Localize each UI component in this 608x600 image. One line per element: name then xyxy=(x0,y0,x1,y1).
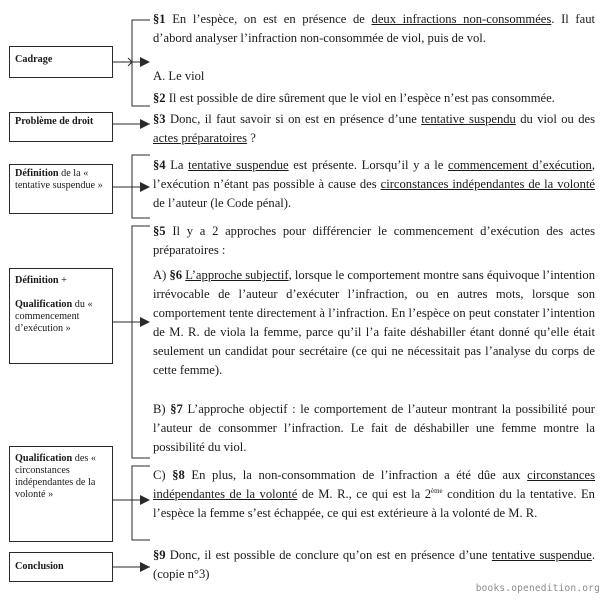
label-definition-qualification: Définition + Qualification du « commencement d’exécution » xyxy=(9,268,113,364)
arrow-icon xyxy=(140,119,150,129)
label-qualification-circonstances: Qualification des « circonstances indépendantes de la volonté » xyxy=(9,446,113,542)
paragraph-7: B) §7 L’approche objectif : le comportement de l’auteur montrant la possibilité pour l’auteur de consommer l’infraction. Le fait de déshabiller une femme montre la possibilité du viol. xyxy=(153,402,595,454)
paragraph-8: C) §8 En plus, la non-consommation de l’infraction a été dûe aux circonstances indépendantes de la volonté de M. R., ce qui est la 2ème condition du la tentative. En l’espèce la femme s’est échappée, ce qui est extérieure à la volonté de M. R. xyxy=(153,468,596,520)
paragraph-1: §1 En l’espèce, on est en présence de deux infractions non-consommées. Il faut d’abord analyser l’infraction non-consommée de viol, puis de vol. xyxy=(153,12,596,45)
section-a-heading: A. Le viol xyxy=(153,69,205,83)
label-probleme-de-droit: Problème de droit xyxy=(9,112,113,142)
paragraph-3: §3 Donc, il faut savoir si on est en présence d’une tentative suspendu du viol ou des actes préparatoires ? xyxy=(153,112,595,145)
paragraph-6: A) §6 L’approche subjectif, lorsque le comportement montre sans équivoque l’intention irrévocable de l’auteur d’exécuter l’infraction, ou en autres mots, lorsque son comportement tente directement à l’infraction. En l’espèce on peut constater l’intention de M. R. de viola la femme, parce qu’il l’a faite déshabiller étant donné qu’elle était seulement un candidat pour secrétaire (ce qui ne nécessitait pas l’analyse du corps de cette femme). xyxy=(153,268,595,377)
arrow-icon xyxy=(140,562,150,572)
arrow-icon xyxy=(140,495,150,505)
paragraph-2: §2 Il est possible de dire sûrement que le viol en l’espèce n’est pas consommée. xyxy=(153,91,555,105)
paragraph-4: §4 La tentative suspendue est présente. Lorsqu’il y a le commencement d’exécution, l’exécution n’étant pas possible à cause des circonstances indépendantes de la volonté de l’auteur (le Code pénal). xyxy=(153,158,595,210)
paragraph-5: §5 Il y a 2 approches pour différencier le commencement d’exécution des actes préparatoires : xyxy=(153,224,595,257)
paragraph-9: §9 Donc, il est possible de conclure qu’on est en présence d’une tentative suspendue. (copie n°3) xyxy=(153,548,595,581)
watermark: books.openedition.org xyxy=(475,583,600,594)
arrow-icon xyxy=(140,317,150,327)
label-cadrage: Cadrage xyxy=(9,46,113,78)
arrow-icon xyxy=(140,57,150,67)
label-definition: Définition de la « tentative suspendue » xyxy=(9,164,113,214)
label-conclusion: Conclusion xyxy=(9,552,113,582)
arrow-icon xyxy=(140,182,150,192)
